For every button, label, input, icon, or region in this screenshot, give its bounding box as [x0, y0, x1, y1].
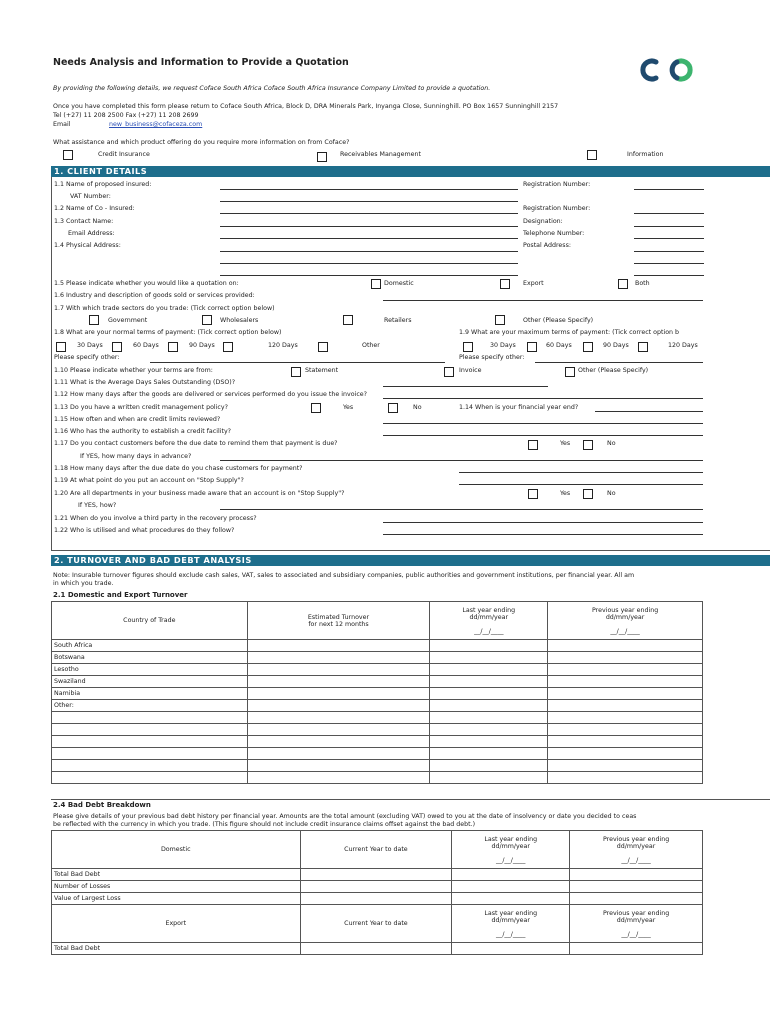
cell-input[interactable]	[570, 869, 703, 881]
row-label: Value of Largest Loss	[52, 893, 301, 905]
other-sector-label: Other (Please Specify)	[523, 317, 594, 324]
country-cell: Swaziland	[52, 676, 248, 688]
export-checkbox[interactable]	[500, 279, 510, 289]
table-row	[52, 640, 703, 652]
table-row	[52, 688, 703, 700]
country-cell	[52, 748, 248, 760]
credit-insurance-label: Credit Insurance	[98, 151, 150, 158]
coface-logo	[636, 58, 702, 84]
turnover-subheading: 2.1 Domestic and Export Turnover	[53, 591, 188, 599]
reg1-field[interactable]	[634, 189, 704, 190]
email-address-label: Email Address:	[68, 230, 115, 237]
cell-input[interactable]	[247, 760, 430, 772]
bd-previous-year-header: Previous year ending dd/mm/year __/__/____	[570, 831, 703, 869]
q1-10-label: 1.10 Please indicate whether your terms are from:	[54, 367, 213, 374]
q1-21-label: 1.21 When do you involve a third party in the recovery process?	[54, 515, 257, 522]
cell-input[interactable]	[430, 676, 548, 688]
days-advance-label: If YES, how many days in advance?	[80, 453, 192, 460]
normal-other-label: Other	[362, 342, 380, 349]
country-cell	[52, 724, 248, 736]
country-cell	[52, 712, 248, 724]
section-border-left	[51, 177, 52, 550]
cell-input[interactable]	[247, 712, 430, 724]
limits-review-field[interactable]	[383, 423, 703, 424]
table-row	[52, 664, 703, 676]
cell-input[interactable]	[452, 869, 570, 881]
turnover-heading: 2. TURNOVER AND BAD DEBT ANALYSIS	[51, 555, 770, 566]
remind-no-checkbox[interactable]	[583, 440, 593, 450]
how-label: If YES, how?	[78, 502, 117, 509]
col-country-header: Country of Trade	[52, 602, 248, 640]
physical-address-field-3[interactable]	[220, 275, 518, 276]
information-label: Information	[627, 151, 664, 158]
cell-input[interactable]	[247, 724, 430, 736]
table-row	[52, 724, 703, 736]
normal-60-label: 60 Days	[133, 342, 159, 349]
both-label: Both	[635, 280, 650, 287]
q1-20-label: 1.20 Are all departments in your business made aware that an account is on "Stop Supply"?	[54, 490, 345, 497]
cell-input[interactable]	[548, 736, 703, 748]
physical-address-field-2[interactable]	[220, 263, 518, 264]
cell-input[interactable]	[548, 688, 703, 700]
max-60-checkbox[interactable]	[527, 342, 537, 352]
country-cell	[52, 760, 248, 772]
col-estimated-header: Estimated Turnover for next 12 months	[247, 602, 430, 640]
normal-specify-label: Please specify other:	[54, 354, 120, 361]
q1-11-label: 1.11 What is the Average Days Sales Outstanding (DSO)?	[54, 379, 236, 386]
terms-other-label: Other (Please Specify)	[578, 367, 649, 374]
cell-input[interactable]	[430, 640, 548, 652]
country-cell: South Africa	[52, 640, 248, 652]
domestic-label: Domestic	[384, 280, 414, 287]
stop-supply-field[interactable]	[459, 484, 703, 485]
table-row	[52, 652, 703, 664]
normal-specify-field[interactable]	[150, 362, 445, 363]
cell-input[interactable]	[430, 736, 548, 748]
q1-15-label: 1.15 How often and when are credit limits reviewed?	[54, 416, 221, 423]
normal-120-label: 120 Days	[268, 342, 298, 349]
max-120-checkbox[interactable]	[638, 342, 648, 352]
cell-input[interactable]	[247, 688, 430, 700]
country-cell	[52, 772, 248, 784]
client-details-heading: 1. CLIENT DETAILS	[51, 166, 770, 177]
cell-input[interactable]	[452, 893, 570, 905]
cell-input[interactable]	[548, 760, 703, 772]
q1-6-label: 1.6 Industry and description of goods sold or services provided:	[54, 292, 255, 299]
credit-insurance-checkbox[interactable]	[63, 150, 73, 160]
authority-field[interactable]	[383, 435, 703, 436]
baddebt-note-1: Please give details of your previous bad debt history per financial year. Amounts are the total amount (excluding VAT) owed to you at the date of insolvency or date you decided to ceas	[53, 813, 637, 820]
q1-13-label: 1.13 Do you have a written credit management policy?	[54, 404, 228, 411]
remind-no-label: No	[607, 440, 616, 447]
normal-30-label: 30 Days	[77, 342, 103, 349]
cell-input[interactable]	[548, 712, 703, 724]
receivables-label: Receivables Management	[340, 151, 422, 158]
cell-input[interactable]	[247, 748, 430, 760]
email-label: Email	[53, 121, 71, 128]
q1-3-label: 1.3 Contact Name:	[54, 218, 114, 225]
q1-14-label: 1.14 When is your financial year end?	[459, 404, 579, 411]
bd-previous-year-header-2: Previous year ending dd/mm/year __/__/____	[570, 905, 703, 943]
cell-input[interactable]	[430, 688, 548, 700]
turnover-note-1: Note: Insurable turnover figures should exclude cash sales, VAT, sales to associated and subsidiary companies, public authorities and government institutions, per financial year. All am	[53, 572, 635, 579]
email-link[interactable]: new_business@cofaceza.com	[109, 121, 203, 128]
telephone-label: Telephone Number:	[523, 230, 585, 237]
cell-input[interactable]	[247, 664, 430, 676]
cell-input[interactable]	[300, 869, 452, 881]
country-cell: Lesotho	[52, 664, 248, 676]
cell-input[interactable]	[548, 748, 703, 760]
retailers-checkbox[interactable]	[343, 315, 353, 325]
invoice-days-field[interactable]	[383, 398, 703, 399]
other-sector-checkbox[interactable]	[495, 315, 505, 325]
q1-4-label: 1.4 Physical Address:	[54, 242, 121, 249]
chase-days-field[interactable]	[459, 472, 703, 473]
cell-input[interactable]	[247, 700, 430, 712]
table-row	[52, 712, 703, 724]
information-checkbox[interactable]	[587, 150, 597, 160]
policy-no-checkbox[interactable]	[388, 403, 398, 413]
remind-yes-label: Yes	[560, 440, 571, 447]
country-cell: Namibia	[52, 688, 248, 700]
cell-input[interactable]	[430, 652, 548, 664]
cell-input[interactable]	[247, 640, 430, 652]
normal-60-checkbox[interactable]	[112, 342, 122, 352]
procedures-field[interactable]	[383, 534, 703, 535]
postal-field-2[interactable]	[634, 263, 704, 264]
normal-30-checkbox[interactable]	[56, 342, 66, 352]
country-cell: Botswana	[52, 652, 248, 664]
table-row	[52, 760, 703, 772]
cell-input[interactable]	[570, 943, 703, 955]
policy-no-label: No	[413, 404, 422, 411]
page-title: Needs Analysis and Information to Provide a Quotation	[53, 57, 349, 68]
industry-field[interactable]	[383, 300, 703, 301]
max-specify-label: Please specify other:	[459, 354, 525, 361]
cell-input[interactable]	[430, 712, 548, 724]
q1-7-label: 1.7 With which trade sectors do you trade: (Tick correct option below)	[54, 305, 275, 312]
max-30-label: 30 Days	[490, 342, 516, 349]
q1-16-label: 1.16 Who has the authority to establish a credit facility?	[54, 428, 232, 435]
normal-120-checkbox[interactable]	[223, 342, 233, 352]
cell-input[interactable]	[452, 881, 570, 893]
current-year-header-2: Current Year to date	[300, 905, 452, 943]
tel-fax: Tel (+27) 11 208 2500 Fax (+27) 11 208 2699	[53, 112, 199, 119]
q1-22-label: 1.22 Who is utilised and what procedures do they follow?	[54, 527, 235, 534]
cell-input[interactable]	[247, 736, 430, 748]
reg1-label: Registration Number:	[523, 181, 591, 188]
both-checkbox[interactable]	[618, 279, 628, 289]
max-30-checkbox[interactable]	[463, 342, 473, 352]
country-cell: Other:	[52, 700, 248, 712]
designation-field[interactable]	[634, 226, 704, 227]
domestic-checkbox[interactable]	[371, 279, 381, 289]
physical-address-field-1[interactable]	[220, 251, 518, 252]
cell-input[interactable]	[430, 664, 548, 676]
domestic-header: Domestic	[52, 831, 301, 869]
third-party-field[interactable]	[383, 522, 703, 523]
cell-input[interactable]	[548, 676, 703, 688]
q1-8-label: 1.8 What are your normal terms of payment: (Tick correct option below)	[54, 329, 282, 336]
current-year-header: Current Year to date	[300, 831, 452, 869]
row-label: Number of Losses	[52, 881, 301, 893]
table-row	[52, 736, 703, 748]
normal-90-checkbox[interactable]	[168, 342, 178, 352]
turnover-note-2: in which you trade.	[53, 580, 114, 587]
col-previous-year-header: Previous year ending dd/mm/year __/__/____	[548, 602, 703, 640]
cell-input[interactable]	[247, 772, 430, 784]
section-border-bottom	[51, 550, 770, 551]
table-row	[52, 748, 703, 760]
assistance-question: What assistance and which product offering do you require more information on from Coface?	[53, 139, 350, 146]
cell-input[interactable]	[430, 748, 548, 760]
q1-1-label: 1.1 Name of proposed insured:	[54, 181, 152, 188]
cell-input[interactable]	[430, 760, 548, 772]
cell-input[interactable]	[548, 640, 703, 652]
wholesalers-checkbox[interactable]	[202, 315, 212, 325]
year-end-field[interactable]	[595, 411, 703, 412]
cell-input[interactable]	[300, 943, 452, 955]
cell-input[interactable]	[570, 893, 703, 905]
baddebt-top-rule	[51, 799, 770, 800]
q1-17-label: 1.17 Do you contact customers before the due date to remind them that payment is due?	[54, 440, 338, 447]
retailers-label: Retailers	[384, 317, 412, 324]
postal-label: Postal Address:	[523, 242, 571, 249]
aware-yes-label: Yes	[560, 490, 571, 497]
col-last-year-header: Last year ending dd/mm/year __/__/____	[430, 602, 548, 640]
vat-field[interactable]	[220, 201, 518, 202]
reg2-field[interactable]	[634, 213, 704, 214]
telephone-field[interactable]	[634, 238, 704, 239]
q1-5-label: 1.5 Please indicate whether you would like a quotation on:	[54, 280, 239, 287]
cell-input[interactable]	[300, 893, 452, 905]
cell-input[interactable]	[548, 700, 703, 712]
how-field[interactable]	[220, 509, 703, 510]
max-120-label: 120 Days	[668, 342, 698, 349]
normal-other-checkbox[interactable]	[318, 342, 328, 352]
baddebt-subheading: 2.4 Bad Debt Breakdown	[53, 801, 151, 809]
bd-last-year-header: Last year ending dd/mm/year __/__/____	[452, 831, 570, 869]
max-90-checkbox[interactable]	[583, 342, 593, 352]
postal-field-1[interactable]	[634, 251, 704, 252]
aware-yes-checkbox[interactable]	[528, 489, 538, 499]
insured-name-field[interactable]	[220, 189, 518, 190]
receivables-checkbox[interactable]	[317, 152, 327, 162]
cell-input[interactable]	[570, 881, 703, 893]
baddebt-note-2: be reflected with the currency in which you trade. (This figure should not include credit insurance claims offset against the bad debt.)	[53, 821, 476, 828]
cell-input[interactable]	[430, 700, 548, 712]
cell-input[interactable]	[430, 724, 548, 736]
cell-input[interactable]	[548, 652, 703, 664]
designation-label: Designation:	[523, 218, 563, 225]
aware-no-label: No	[607, 490, 616, 497]
invoice-checkbox[interactable]	[444, 367, 454, 377]
max-60-label: 60 Days	[546, 342, 572, 349]
dso-field[interactable]	[383, 386, 548, 387]
government-checkbox[interactable]	[89, 315, 99, 325]
policy-yes-label: Yes	[343, 404, 354, 411]
government-label: Government	[108, 317, 148, 324]
remind-yes-checkbox[interactable]	[528, 440, 538, 450]
days-advance-field[interactable]	[220, 460, 703, 461]
statement-checkbox[interactable]	[291, 367, 301, 377]
return-address: Once you have completed this form please return to Coface South Africa, Block D, DRA Minerals Park, Inyanga Close, Sunninghill. PO Box 1657 Sunninghill 2157	[53, 103, 559, 110]
terms-other-checkbox[interactable]	[565, 367, 575, 377]
normal-90-label: 90 Days	[189, 342, 215, 349]
q1-9-label: 1.9 What are your maximum terms of payment: (Tick correct option b	[459, 329, 680, 336]
vat-label: VAT Number:	[70, 193, 111, 200]
q1-2-label: 1.2 Name of Co - Insured:	[54, 205, 135, 212]
export-label: Export	[523, 280, 544, 287]
policy-yes-checkbox[interactable]	[311, 403, 321, 413]
email-address-field[interactable]	[220, 238, 518, 239]
export-header: Export	[52, 905, 301, 943]
q1-19-label: 1.19 At what point do you put an account on "Stop Supply"?	[54, 477, 244, 484]
row-label: Total Bad Debt	[52, 869, 301, 881]
postal-field-3[interactable]	[634, 275, 704, 276]
cell-input[interactable]	[300, 881, 452, 893]
table-row	[52, 772, 703, 784]
q1-18-label: 1.18 How many days after the due date do you chase customers for payment?	[54, 465, 303, 472]
country-cell	[52, 736, 248, 748]
cell-input[interactable]	[452, 943, 570, 955]
cell-input[interactable]	[548, 664, 703, 676]
cell-input[interactable]	[548, 772, 703, 784]
invoice-label: Invoice	[459, 367, 482, 374]
reg2-label: Registration Number:	[523, 205, 591, 212]
co-insured-field[interactable]	[220, 213, 518, 214]
aware-no-checkbox[interactable]	[583, 489, 593, 499]
cell-input[interactable]	[548, 724, 703, 736]
wholesalers-label: Wholesalers	[220, 317, 259, 324]
turnover-table	[51, 601, 703, 784]
max-specify-field[interactable]	[535, 362, 703, 363]
table-row	[52, 676, 703, 688]
max-90-label: 90 Days	[603, 342, 629, 349]
statement-label: Statement	[305, 367, 339, 374]
cell-input[interactable]	[430, 772, 548, 784]
baddebt-table	[51, 830, 703, 955]
cell-input[interactable]	[247, 676, 430, 688]
table-row	[52, 700, 703, 712]
row-label: Total Bad Debt	[52, 943, 301, 955]
intro-text: By providing the following details, we request Coface South Africa Coface South Africa Insurance Company Limited to provide a quotation.	[53, 85, 491, 92]
q1-12-label: 1.12 How many days after the goods are delivered or services performed do you issue the invoice?	[54, 391, 368, 398]
contact-name-field[interactable]	[220, 226, 518, 227]
cell-input[interactable]	[247, 652, 430, 664]
bd-last-year-header-2: Last year ending dd/mm/year __/__/____	[452, 905, 570, 943]
